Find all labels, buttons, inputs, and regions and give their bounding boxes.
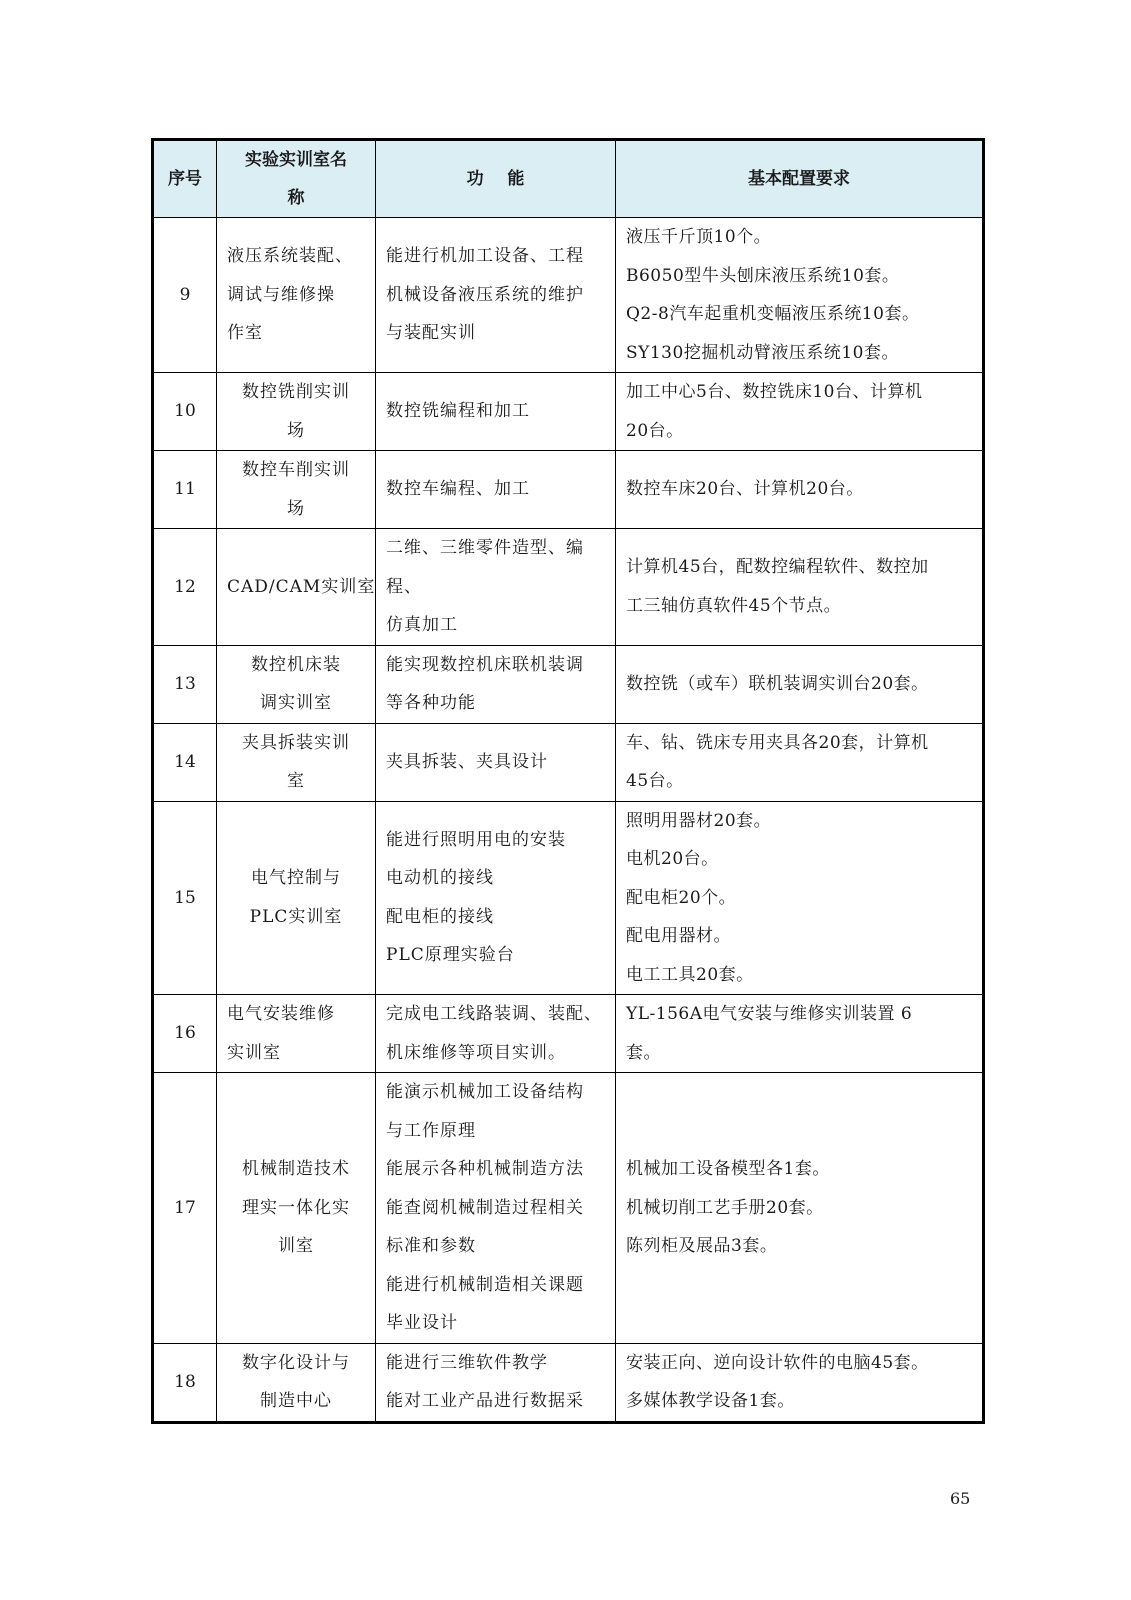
lab-config-line: 陈列柜及展品3套。 [626, 1236, 778, 1256]
lab-function-line: 夹具拆装、夹具设计 [386, 751, 548, 772]
lab-config-line: 安装正向、逆向设计软件的电脑45套。 [626, 1352, 929, 1373]
lab-name-cell [217, 218, 376, 373]
lab-config-line: 加工中心5台、数控铣床10台、计算机 [626, 382, 923, 402]
lab-config-cell [616, 451, 984, 529]
table-row [153, 451, 984, 529]
lab-function-line: 能对工业产品进行数据采 [386, 1391, 584, 1411]
lab-config-line: 数控车床20台、计算机20台。 [626, 479, 864, 500]
lab-function-cell [376, 645, 616, 723]
lab-config-line: 套。 [626, 1042, 661, 1063]
lab-function-line: 电动机的接线 [386, 868, 494, 889]
lab-name-line: 实训室 [227, 1042, 281, 1063]
header-function [376, 140, 616, 218]
lab-function-cell [376, 529, 616, 646]
row-number: 9 [153, 218, 217, 373]
lab-name-line: 作室 [227, 323, 263, 344]
lab-config-line: SY130挖掘机动臂液压系统10套。 [626, 342, 899, 363]
lab-config-line: 工三轴仿真软件45个节点。 [626, 595, 842, 616]
lab-name-line: 电气控制与 [251, 868, 341, 889]
row-number: 11 [153, 451, 217, 529]
lab-config-line: 液压千斤顶10个。 [626, 227, 772, 247]
lab-name-line: 电气安装维修 [227, 1004, 335, 1024]
lab-function-line: 配电柜的接线 [386, 906, 494, 927]
lab-config-line: 计算机45台，配数控编程软件、数控加 [626, 557, 929, 578]
lab-function-line: 机床维修等项目实训。 [386, 1042, 566, 1063]
lab-config-line: 多媒体教学设备1套。 [626, 1391, 795, 1411]
lab-function-line: 能进行机械制造相关课题 [386, 1274, 584, 1295]
table-row [153, 218, 984, 373]
lab-function-line: 能查阅机械制造过程相关 [386, 1197, 584, 1218]
lab-name-line: PLC实训室 [249, 906, 343, 927]
lab-function-line: 能进行机加工设备、工程 [386, 246, 584, 267]
lab-function-line: 机械设备液压系统的维护 [386, 284, 584, 305]
table-header [153, 140, 984, 218]
lab-config-cell [616, 218, 984, 373]
lab-function-line: 与工作原理 [386, 1120, 476, 1141]
lab-function-line: 程、 [386, 576, 422, 597]
table-row [153, 529, 984, 646]
lab-name-line: 数控车削实训 [242, 460, 350, 480]
lab-name-line: 制造中心 [260, 1391, 332, 1411]
lab-function-line: 等各种功能 [386, 693, 476, 713]
lab-name-line: 液压系统装配、 [227, 246, 353, 267]
row-number: 13 [153, 645, 217, 723]
header-config: 基本配置要求 [616, 140, 984, 218]
lab-name-line: 理实一体化实 [242, 1197, 350, 1218]
lab-config-cell [616, 529, 984, 646]
table-row [153, 1343, 984, 1422]
lab-function-line: 能实现数控机床联机装调 [386, 654, 584, 675]
table-body [153, 218, 984, 1423]
lab-config-cell [616, 995, 984, 1073]
lab-name-line: 数控铣削实训 [242, 382, 350, 402]
lab-config-cell [616, 1073, 984, 1344]
lab-function-line: 数控车编程、加工 [386, 479, 530, 500]
lab-config-cell [616, 645, 984, 723]
lab-function-cell [376, 801, 616, 995]
lab-function-line: 二维、三维零件造型、编 [386, 538, 584, 558]
lab-name-line: 数字化设计与 [242, 1352, 350, 1373]
lab-config-cell [616, 723, 984, 801]
lab-config-line: 45台。 [626, 771, 684, 791]
lab-name-line: 训室 [278, 1236, 314, 1256]
lab-name-line: 调试与维修操 [227, 284, 335, 305]
lab-config-line: 车、钻、铣床专用夹具各20套，计算机 [626, 732, 929, 753]
lab-name-line: 场 [287, 498, 305, 519]
lab-name-line: 机械制造技术 [242, 1159, 350, 1179]
row-number: 17 [153, 1073, 217, 1344]
row-number: 16 [153, 995, 217, 1073]
lab-function-line: 与装配实训 [386, 323, 476, 344]
lab-name-line: 调实训室 [260, 693, 332, 713]
table-row [153, 645, 984, 723]
lab-name-cell [217, 529, 376, 646]
lab-function-cell [376, 723, 616, 801]
lab-config-line: 数控铣（或车）联机装调实训台20套。 [626, 673, 929, 694]
header-name-line2: 称 [287, 188, 305, 208]
lab-name-line: CAD/CAM实训室 [227, 576, 376, 597]
lab-function-line: 能演示机械加工设备结构 [386, 1082, 584, 1102]
table-row [153, 723, 984, 801]
header-name [217, 140, 376, 218]
row-number: 10 [153, 373, 217, 451]
lab-name-line: 场 [287, 420, 305, 441]
lab-name-line: 室 [287, 771, 305, 791]
lab-config-line: 电工工具20套。 [626, 964, 754, 985]
table-row [153, 801, 984, 995]
lab-config-line: 电机20台。 [626, 849, 719, 869]
lab-name-cell [217, 995, 376, 1073]
lab-function-line: 完成电工线路装调、装配、 [386, 1004, 602, 1024]
lab-config-line: 20台。 [626, 420, 684, 441]
lab-name-cell [217, 723, 376, 801]
row-number: 14 [153, 723, 217, 801]
lab-config-line: 机械切削工艺手册20套。 [626, 1197, 824, 1218]
lab-function-cell [376, 1343, 616, 1422]
lab-name-line: 数控机床装 [251, 654, 341, 675]
lab-config-cell [616, 373, 984, 451]
header-function-label: 功 能 [466, 169, 525, 189]
lab-function-cell [376, 451, 616, 529]
lab-config-line: B6050型牛头刨床液压系统10套。 [626, 265, 900, 286]
lab-name-cell [217, 1073, 376, 1344]
lab-config-line: YL-156A电气安装与维修实训装置 6 [626, 1004, 913, 1024]
lab-function-line: 能展示各种机械制造方法 [386, 1159, 584, 1179]
lab-name-cell [217, 801, 376, 995]
lab-function-line: 标准和参数 [386, 1236, 476, 1256]
lab-function-cell [376, 1073, 616, 1344]
lab-function-line: 能进行三维软件教学 [386, 1352, 548, 1373]
table-row [153, 373, 984, 451]
lab-function-line: 毕业设计 [386, 1313, 458, 1333]
lab-name-cell [217, 645, 376, 723]
lab-function-cell [376, 218, 616, 373]
table-row [153, 1073, 984, 1344]
row-number: 18 [153, 1343, 217, 1422]
lab-function-line: 仿真加工 [386, 615, 458, 635]
lab-function-line: 数控铣编程和加工 [386, 401, 530, 422]
lab-config-cell [616, 1343, 984, 1422]
lab-config-line: 配电柜20个。 [626, 887, 737, 908]
page-number: 65 [950, 1489, 971, 1508]
lab-name-cell [217, 451, 376, 529]
lab-function-cell [376, 373, 616, 451]
lab-config-line: Q2-8汽车起重机变幅液压系统10套。 [626, 304, 920, 324]
lab-config-line: 照明用器材20套。 [626, 810, 772, 831]
lab-facilities-table [151, 138, 985, 1424]
lab-function-line: PLC原理实验台 [386, 945, 515, 966]
lab-function-line: 能进行照明用电的安装 [386, 829, 566, 850]
row-number: 15 [153, 801, 217, 995]
table-row [153, 995, 984, 1073]
lab-config-cell [616, 801, 984, 995]
lab-function-cell [376, 995, 616, 1073]
header-no: 序号 [153, 140, 217, 218]
lab-name-line: 夹具拆装实训 [242, 732, 350, 753]
header-name-line1: 实验实训室名 [245, 150, 347, 170]
lab-name-cell [217, 1343, 376, 1422]
lab-config-line: 配电用器材。 [626, 926, 731, 946]
row-number: 12 [153, 529, 217, 646]
lab-name-cell [217, 373, 376, 451]
lab-config-line: 机械加工设备模型各1套。 [626, 1159, 830, 1179]
